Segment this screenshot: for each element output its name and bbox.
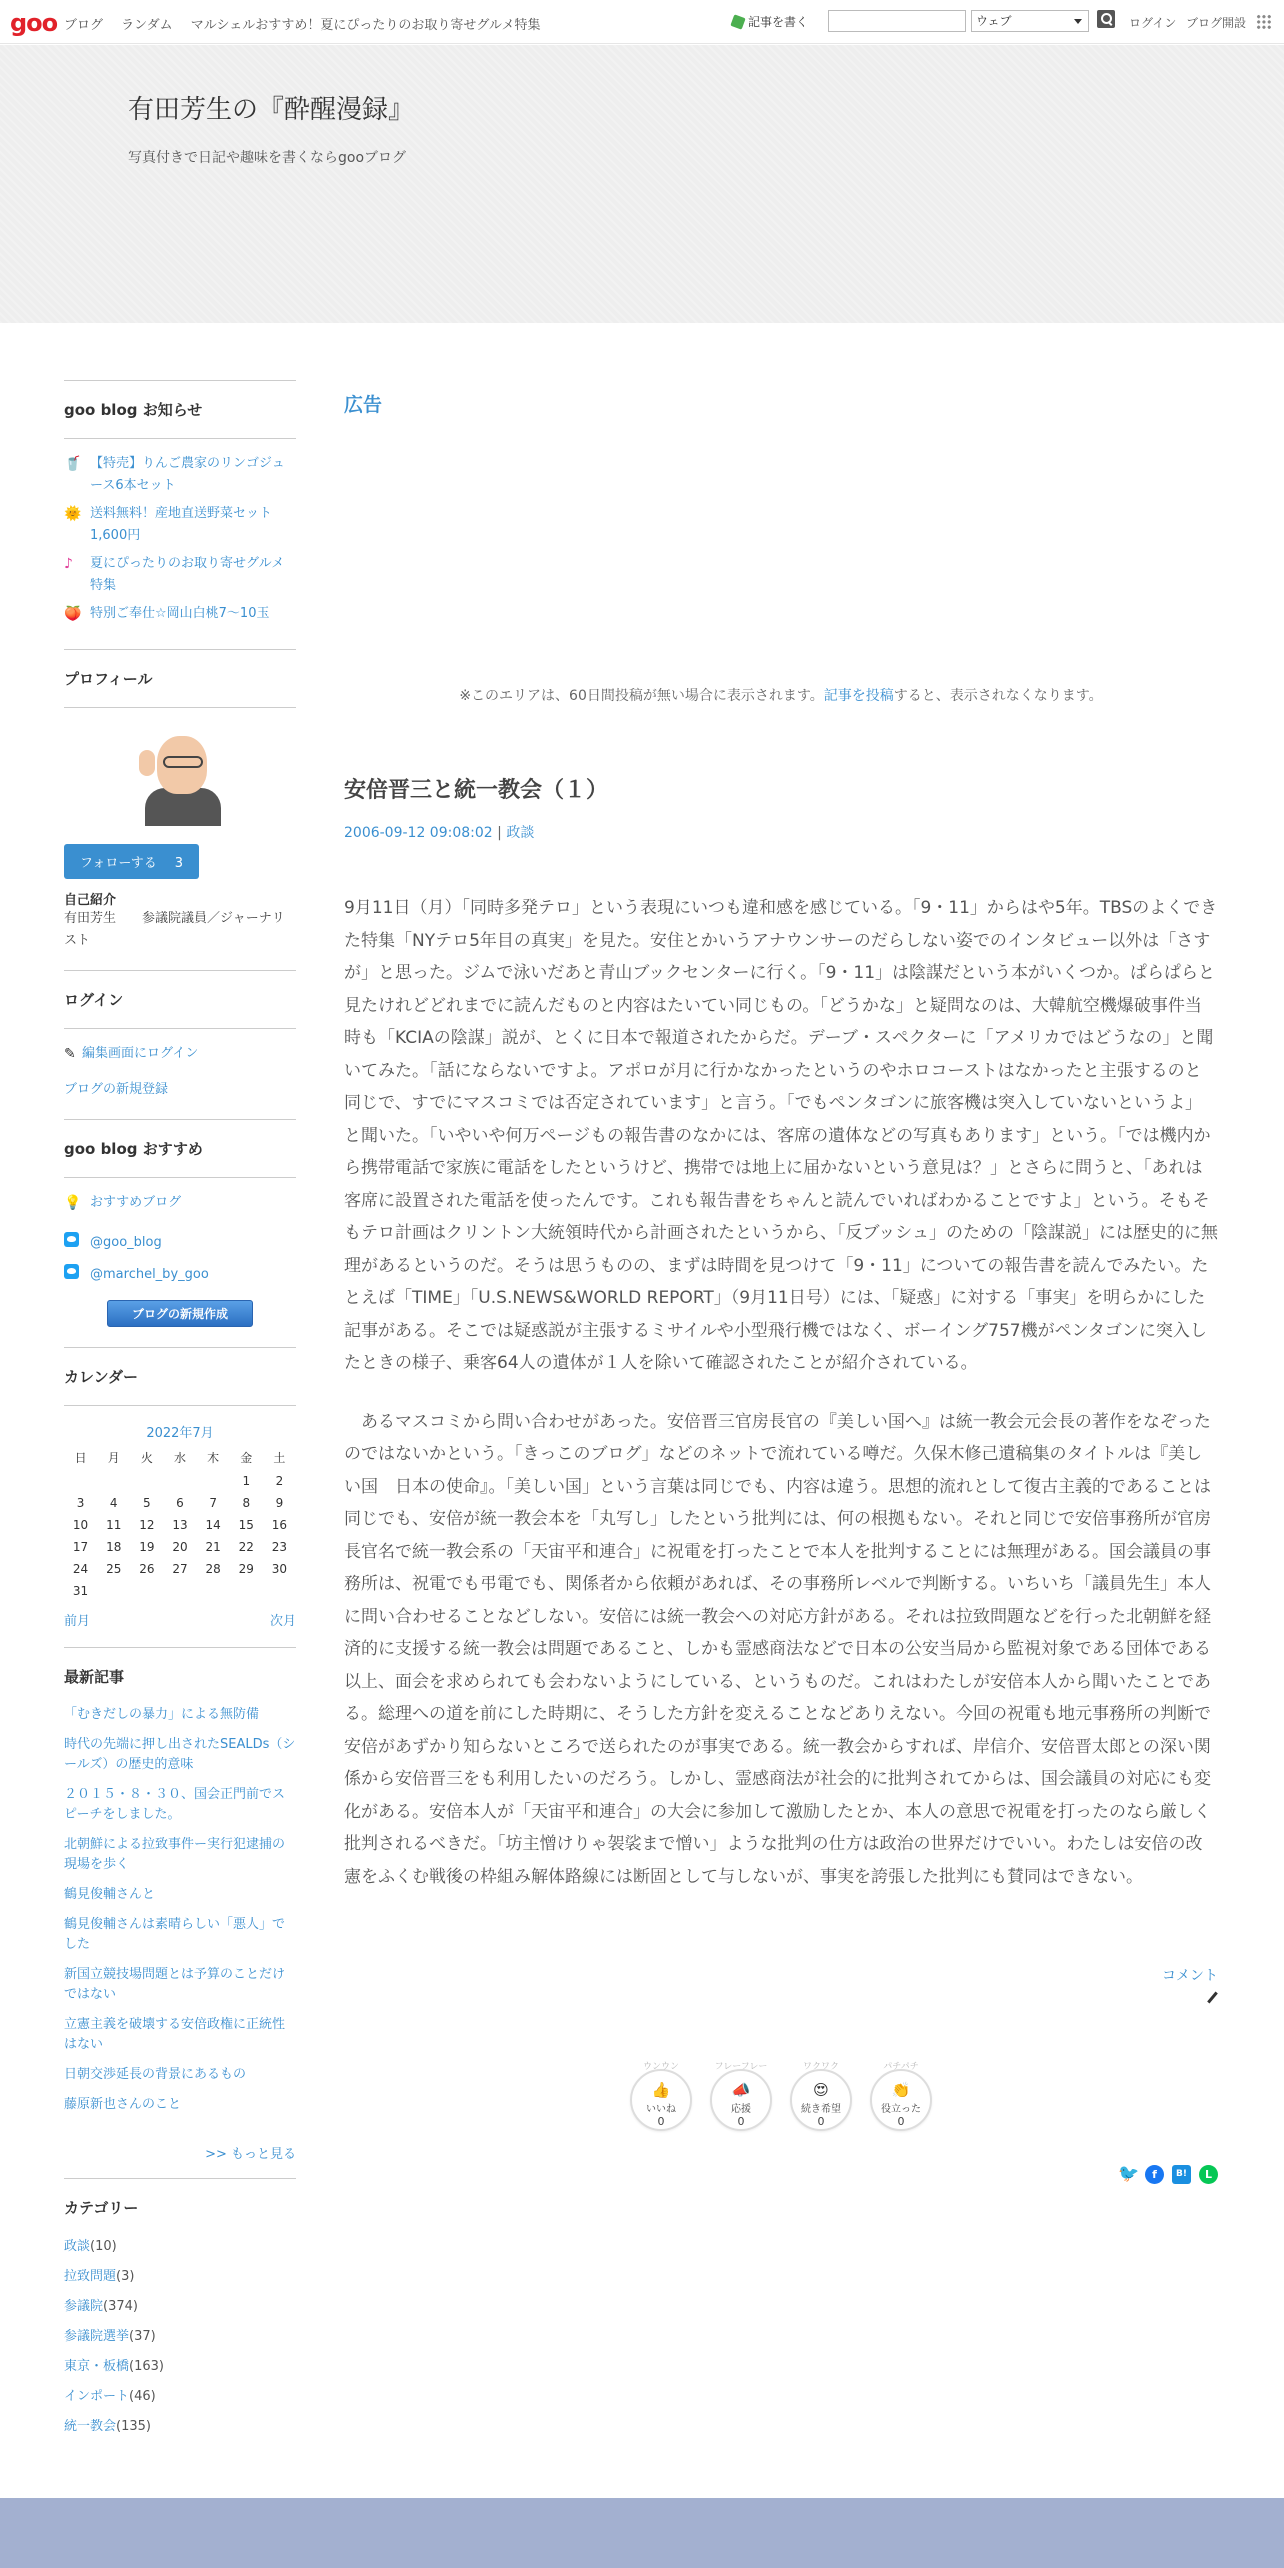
recent-heading: 最新記事 — [64, 1668, 125, 1686]
notice-item[interactable]: 🥤 【特売】りんご農家のリンゴジュース6本セット — [64, 453, 296, 497]
reaction-cheer-button[interactable] — [710, 2062, 772, 2131]
avatar — [135, 730, 225, 826]
reaction-top-label: フレーフレー — [714, 2062, 768, 2072]
calendar-dow: 日 — [74, 1451, 87, 1465]
calendar-day[interactable]: 9 — [275, 1496, 284, 1510]
main-content — [344, 380, 1218, 2184]
goo-logo[interactable]: goo — [10, 9, 58, 37]
post-meta: 2006-09-12 09:08:02 | 政談 — [344, 825, 535, 841]
calendar-day[interactable]: 23 — [271, 1540, 288, 1554]
recommend-section — [64, 1119, 296, 1327]
recommended-blog-link[interactable]: 💡 おすすめブログ — [64, 1192, 296, 1214]
calendar-day[interactable]: 4 — [109, 1496, 118, 1510]
open-blog-link[interactable]: ブログ開設 — [1186, 16, 1247, 30]
login-heading: ログイン — [64, 971, 296, 1029]
nav-random[interactable]: ランダム — [121, 18, 173, 33]
reaction-label: 役立った — [881, 2104, 921, 2115]
post-paragraph: 9月11日（月）「同時多発テロ」という表現にいつも違和感を感じている。「9・11」からはや5年。TBSのよくできた特集「NYテロ5年目の真実」を見た。安住とかいうアナウンサーのだらしない姿でのインタビュー以外は「さすが」と思った。ジムで泳いだあと青山ブックセンターに行く。「9・11」は陰謀だという本がいくつか。ぱらぱらと見たけれどどれまでに読んだものと内容はたいてい同じもの。「どうかな」と疑問なのは、大韓航空機爆破事件当時も「KCIAの陰謀」説が、とくに日本で報道されたからだ。デーブ・スペクターに「アメリカではどうなの」と聞いてみた。「話にならないですよ。アポロが月に行かなかったというのやホロコーストはなかったと主張するのと同じで、すでにマスコミでは否定されています」と言う。「でもペンタゴンに旅客機は突入していないというよ」と聞いた。「いやいや何万ページもの報告書のなかには、客席の遺体などの写真もあります」という。「では機内から携帯電話で家族に電話をしたというけど、携帯では地上に届かないという意見は？」とさらに問うと、「あれは客席に設置された電話を使ったんです。これも報告書をちゃんと読んでいればわかることですよ」という。そもそもテロ計画はクリントン大統領時代から計画されたというから、「反ブッシュ」のための「陰謀説」には歴史的に無理があるというのだ。そうは思うものの、まずは時間を見つけて「9・11」についての報告書を読んでみたい。たとえば「TIME」「U.S.NEWS&WORLD REPORT」（9月11日号）には、「疑惑」に対する「事実」を明らかにした記事がある。そこでは疑惑説が主張するミサイルや小型飛行機ではなく、ボーイング757機がペンタゴンに突入したときの様子、乗客64人の遺体が１人を除いて確認されたことが紹介されている。 — [344, 898, 1218, 1373]
category-item[interactable] — [64, 2296, 296, 2318]
search-icon[interactable] — [1097, 10, 1115, 28]
category-item[interactable] — [64, 2386, 296, 2408]
calendar-day[interactable]: 8 — [242, 1496, 251, 1510]
calendar-day[interactable]: 29 — [238, 1562, 254, 1576]
reaction-label: 応援 — [731, 2104, 751, 2115]
category-count: (163) — [129, 2359, 164, 2374]
calendar-day — [197, 1474, 230, 1488]
calendar-day[interactable]: 10 — [72, 1518, 89, 1532]
calendar-day[interactable]: 30 — [271, 1562, 288, 1576]
reaction-buttons — [344, 2062, 1218, 2131]
category-count: (37) — [129, 2329, 156, 2344]
category-count: (3) — [116, 2269, 135, 2284]
calendar-day[interactable]: 24 — [72, 1562, 89, 1576]
post-body — [344, 892, 1218, 1893]
calendar-day — [97, 1474, 130, 1488]
create-blog-button[interactable]: ブログの新規作成 — [107, 1300, 253, 1327]
login-link[interactable]: ログイン — [1129, 16, 1177, 30]
recent-section — [64, 1647, 296, 2162]
category-name: インポート — [64, 2389, 130, 2404]
notice-heading: goo blog お知らせ — [64, 381, 296, 439]
calendar-day[interactable]: 6 — [176, 1496, 184, 1510]
nav-marchel-promo[interactable]: マルシェルおすすめ！夏にぴったりのお取り寄せグルメ特集 — [190, 18, 541, 33]
juice-icon: 🥤 — [64, 456, 82, 472]
category-item[interactable] — [64, 2326, 296, 2348]
calendar-month[interactable]: 2022年7月 — [146, 1426, 214, 1441]
category-count: (135) — [116, 2419, 151, 2434]
reaction-emoji-icon: 👏 — [891, 2081, 911, 2099]
blog-description: 写真付きで日記や趣味を書くならgooブログ — [128, 150, 407, 166]
sun-icon: 🌞 — [64, 506, 82, 522]
notice-item[interactable]: 🍑 特別ご奉仕☆岡山白桃7〜10玉 — [64, 603, 296, 625]
post-paragraph: あるマスコミから問い合わせがあった。安倍晋三官房長官の『美しい国へ』は統一教会元会長の著作をなぞったのではないかという。「きっこのブログ」などのネットで流れている噂だ。久保木修己遺稿集のタイトルは『美しい国 日本の使命』。「美しい国」という言葉は同じでも、内容は違う。思想的流れとして復古主義的であることは同じでも、安倍が統一教会本を「丸写し」したという批判には、何の根拠もない。それと同じで安倍事務所が官房長官名で統一教会系の「天宙平和連合」に祝電を打ったことで本人を批判することには無理がある。国会議員の事務所は、祝電でも弔電でも、関係者から依頼があれば、その事務所レベルで判断する。いちいち「議員先生」本人に問い合わせることなどしない。安倍には統一教会への対応方針がある。それは拉致問題などを行った北朝鮮を経済的に支援する統一教会は問題であること、しかも霊感商法などで日本の公安当局から監視対象である団体である以上、面会を求められても会わないようにしている、というものだ。これはわたしが安倍本人から聞いたことである。総理への道を前にした時期に、そうした方針を変えることなどありえない。今回の祝電も地元事務所の判断で安倍があずかり知らないところで送られたのが事実である。統一教会からすれば、岸信介、安倍晋太郎との深い関係から安倍晋三をも利用したいのだろう。しかし、霊感商法が社会的に批判されてからは、国会議員の対応にも変化がある。安倍本人が「天宙平和連合」の大会に参加して激励したとか、本人の意思で祝電を打ったのなら厳しく批判されるべきだ。「坊主憎けりゃ袈裟まで憎い」ような批判の仕方は政治の世界だけでいい。わたしは安倍の改憲をふくむ戦後の枠組み解体路線には断固として与しないが、事実を誇張した批判にも賛同はできない。 — [344, 1411, 1211, 1887]
reaction-top-label: ワクワク — [802, 2062, 839, 2072]
calendar-day[interactable]: 26 — [139, 1562, 155, 1576]
sidebar — [64, 380, 296, 2446]
recent-post-link[interactable]: 藤原新也さんのこと — [64, 2097, 182, 2112]
write-post-button[interactable]: 記事を書く — [732, 13, 808, 30]
calendar-day[interactable]: 21 — [205, 1540, 221, 1554]
pencil-icon[interactable] — [1206, 1991, 1218, 2003]
calendar-day[interactable]: 1 — [242, 1474, 251, 1488]
calendar-day — [64, 1474, 97, 1488]
calendar-day[interactable]: 27 — [172, 1562, 188, 1576]
reaction-like-button[interactable] — [630, 2062, 692, 2131]
post-datetime[interactable]: 2006-09-12 09:08:02 — [344, 825, 493, 841]
calendar-dow: 火 — [140, 1451, 153, 1465]
twitter-marchel-link[interactable]: @marchel_by_goo — [64, 1264, 296, 1286]
recent-post-link[interactable]: 北朝鮮による拉致事件ー実行犯逮捕の現場を歩く — [64, 1837, 286, 1872]
calendar-day[interactable]: 16 — [271, 1518, 288, 1532]
reaction-label: 続き希望 — [801, 2104, 841, 2115]
calendar-day[interactable]: 25 — [106, 1562, 122, 1576]
blog-header — [0, 45, 1284, 323]
nav-blog[interactable]: ブログ — [64, 18, 104, 33]
reaction-count: 0 — [817, 2115, 825, 2128]
category-item[interactable] — [64, 2266, 296, 2288]
share-buttons — [344, 2165, 1218, 2184]
category-heading: カテゴリー — [64, 2199, 139, 2217]
category-name: 拉致問題 — [64, 2269, 117, 2284]
recent-post-link[interactable]: 立憲主義を破壊する安倍政権に正統性はない — [64, 2017, 286, 2052]
category-count: (10) — [90, 2239, 117, 2254]
pencil-icon: ✎ — [64, 1046, 76, 1062]
calendar-day — [197, 1584, 230, 1598]
notice-item[interactable]: 🌞 送料無料！産地直送野菜セット1,600円 — [64, 503, 296, 547]
twitter-share-icon[interactable]: 🐦 — [1118, 2164, 1140, 2184]
app-grid-icon[interactable] — [1256, 14, 1272, 30]
reaction-label: いいね — [646, 2104, 676, 2115]
calendar-day[interactable]: 3 — [76, 1496, 85, 1510]
pen-icon — [730, 14, 745, 29]
reaction-emoji-icon: 👍 — [651, 2081, 671, 2099]
category-section — [64, 2178, 296, 2438]
category-item[interactable] — [64, 2356, 296, 2378]
calendar-dow: 水 — [173, 1451, 186, 1465]
calendar-day[interactable]: 31 — [72, 1584, 89, 1598]
category-name: 統一教会 — [64, 2419, 117, 2434]
reaction-top-label: ウンウン — [642, 2062, 679, 2072]
calendar-day — [263, 1584, 296, 1598]
reaction-emoji-icon: 😍 — [813, 2081, 829, 2099]
calendar-day[interactable]: 18 — [106, 1540, 122, 1554]
recent-post-link[interactable]: ２０１５・８・３０、国会正門前でスピーチをしました。 — [64, 1787, 286, 1822]
reaction-top-label: パチパチ — [883, 2062, 919, 2072]
comment-link[interactable]: コメント — [1162, 1968, 1218, 1984]
search-scope-select[interactable]: ウェブ — [971, 10, 1089, 32]
category-item[interactable] — [64, 2236, 296, 2258]
more-posts-link[interactable]: >> もっと見る — [205, 2147, 296, 2162]
follow-button[interactable]: フォローする 3 — [64, 844, 199, 879]
calendar-day[interactable]: 15 — [238, 1518, 254, 1532]
category-name: 政談 — [64, 2239, 91, 2254]
calendar-dow: 木 — [207, 1451, 220, 1465]
top-bar — [0, 0, 1284, 44]
calendar-grid — [64, 1449, 296, 1598]
category-count: (46) — [129, 2389, 156, 2404]
calendar-day — [130, 1474, 163, 1488]
line-share-icon[interactable]: L — [1199, 2165, 1218, 2184]
post-category-link[interactable]: 政談 — [506, 825, 535, 841]
ad-notice: ※このエリアは、60日間投稿が無い場合に表示されます。記事を投稿すると、表示されなくなります。 — [459, 688, 1103, 704]
recent-post-link[interactable]: 時代の先端に押し出されたSEALDs（シールズ）の歴史的意味 — [64, 1737, 296, 1772]
login-section — [64, 970, 296, 1119]
new-blog-register-link[interactable]: ブログの新規登録 — [64, 1082, 169, 1097]
calendar-dow: 金 — [240, 1451, 253, 1465]
calendar-dow: 土 — [273, 1451, 286, 1465]
category-name: 東京・板橋 — [64, 2359, 130, 2374]
calendar-day[interactable]: 22 — [238, 1540, 254, 1554]
calendar-day[interactable]: 11 — [106, 1518, 122, 1532]
category-name: 参議院選挙 — [64, 2329, 130, 2344]
recommend-heading: goo blog おすすめ — [64, 1120, 296, 1178]
top-nav — [64, 14, 555, 33]
reaction-emoji-icon: 📣 — [731, 2081, 751, 2099]
profile-heading: プロフィール — [64, 650, 296, 708]
twitter-icon — [64, 1232, 79, 1247]
footer-bar — [0, 2498, 1284, 2568]
post-title[interactable]: 安倍晋三と統一教会（１） — [344, 778, 609, 803]
calendar-day[interactable]: 13 — [172, 1518, 188, 1532]
calendar-prev-link[interactable]: 前月 — [64, 1614, 91, 1629]
recent-post-link[interactable]: 鶴見俊輔さんは素晴らしい「悪人」でした — [64, 1917, 286, 1952]
blog-title[interactable]: 有田芳生の『酔醒漫録』 — [128, 95, 415, 125]
calendar-day[interactable]: 17 — [72, 1540, 89, 1554]
reaction-count: 0 — [737, 2115, 745, 2128]
twitter-icon — [64, 1264, 79, 1279]
notice-section — [64, 380, 296, 649]
calendar-day[interactable]: 12 — [139, 1518, 155, 1532]
music-note-icon: ♪ — [64, 556, 73, 572]
recent-post-link[interactable]: 「むきだしの暴力」による無防備 — [64, 1707, 260, 1722]
chevron-down-icon — [1074, 19, 1082, 24]
calendar-next-link[interactable]: 次月 — [269, 1614, 296, 1629]
category-count: (374) — [103, 2299, 138, 2314]
calendar-day[interactable]: 20 — [172, 1540, 188, 1554]
post-article-link[interactable]: 記事を投稿 — [823, 688, 894, 704]
calendar-dow: 月 — [107, 1451, 120, 1465]
peach-icon: 🍑 — [64, 606, 82, 622]
calendar-day — [163, 1474, 196, 1488]
reaction-count: 0 — [897, 2115, 905, 2128]
intro-text: 有田芳生 参議院議員／ジャーナリスト — [64, 911, 285, 948]
edit-login-link[interactable]: ✎ 編集画面にログイン — [64, 1043, 296, 1065]
calendar-section — [64, 1347, 296, 1647]
category-item[interactable] — [64, 2416, 296, 2438]
calendar-day[interactable]: 5 — [143, 1496, 151, 1510]
calendar-day[interactable]: 2 — [275, 1474, 284, 1488]
category-name: 参議院 — [64, 2299, 104, 2314]
reaction-want-more-button[interactable] — [790, 2062, 852, 2131]
intro-heading: 自己紹介 — [64, 893, 117, 908]
recent-post-link[interactable]: 日朝交渉延長の背景にあるもの — [64, 2067, 247, 2082]
ad-heading: 広告 — [344, 394, 383, 416]
hatena-bookmark-icon[interactable]: B! — [1172, 2165, 1191, 2184]
calendar-day[interactable]: 28 — [205, 1562, 221, 1576]
calendar-day — [163, 1584, 196, 1598]
calendar-day[interactable]: 14 — [205, 1518, 221, 1532]
recent-post-link[interactable]: 鶴見俊輔さんと — [64, 1887, 156, 1902]
profile-section — [64, 649, 296, 952]
twitter-goo-blog-link[interactable]: @goo_blog — [64, 1232, 296, 1254]
recent-post-link[interactable]: 新国立競技場問題とは予算のことだけではない — [64, 1967, 286, 2002]
calendar-day[interactable]: 19 — [139, 1540, 155, 1554]
calendar-heading: カレンダー — [64, 1348, 296, 1406]
notice-item[interactable]: ♪ 夏にぴったりのお取り寄せグルメ特集 — [64, 553, 296, 597]
reaction-helpful-button[interactable] — [870, 2062, 932, 2131]
calendar-day[interactable]: 7 — [209, 1496, 217, 1510]
reaction-count: 0 — [657, 2115, 665, 2128]
lightbulb-icon: 💡 — [64, 1195, 82, 1211]
search-input[interactable] — [828, 10, 966, 32]
calendar-day — [130, 1584, 163, 1598]
calendar-day — [97, 1584, 130, 1598]
follow-count: 3 — [174, 856, 183, 871]
facebook-share-icon[interactable]: f — [1145, 2165, 1164, 2184]
calendar-day — [230, 1584, 263, 1598]
